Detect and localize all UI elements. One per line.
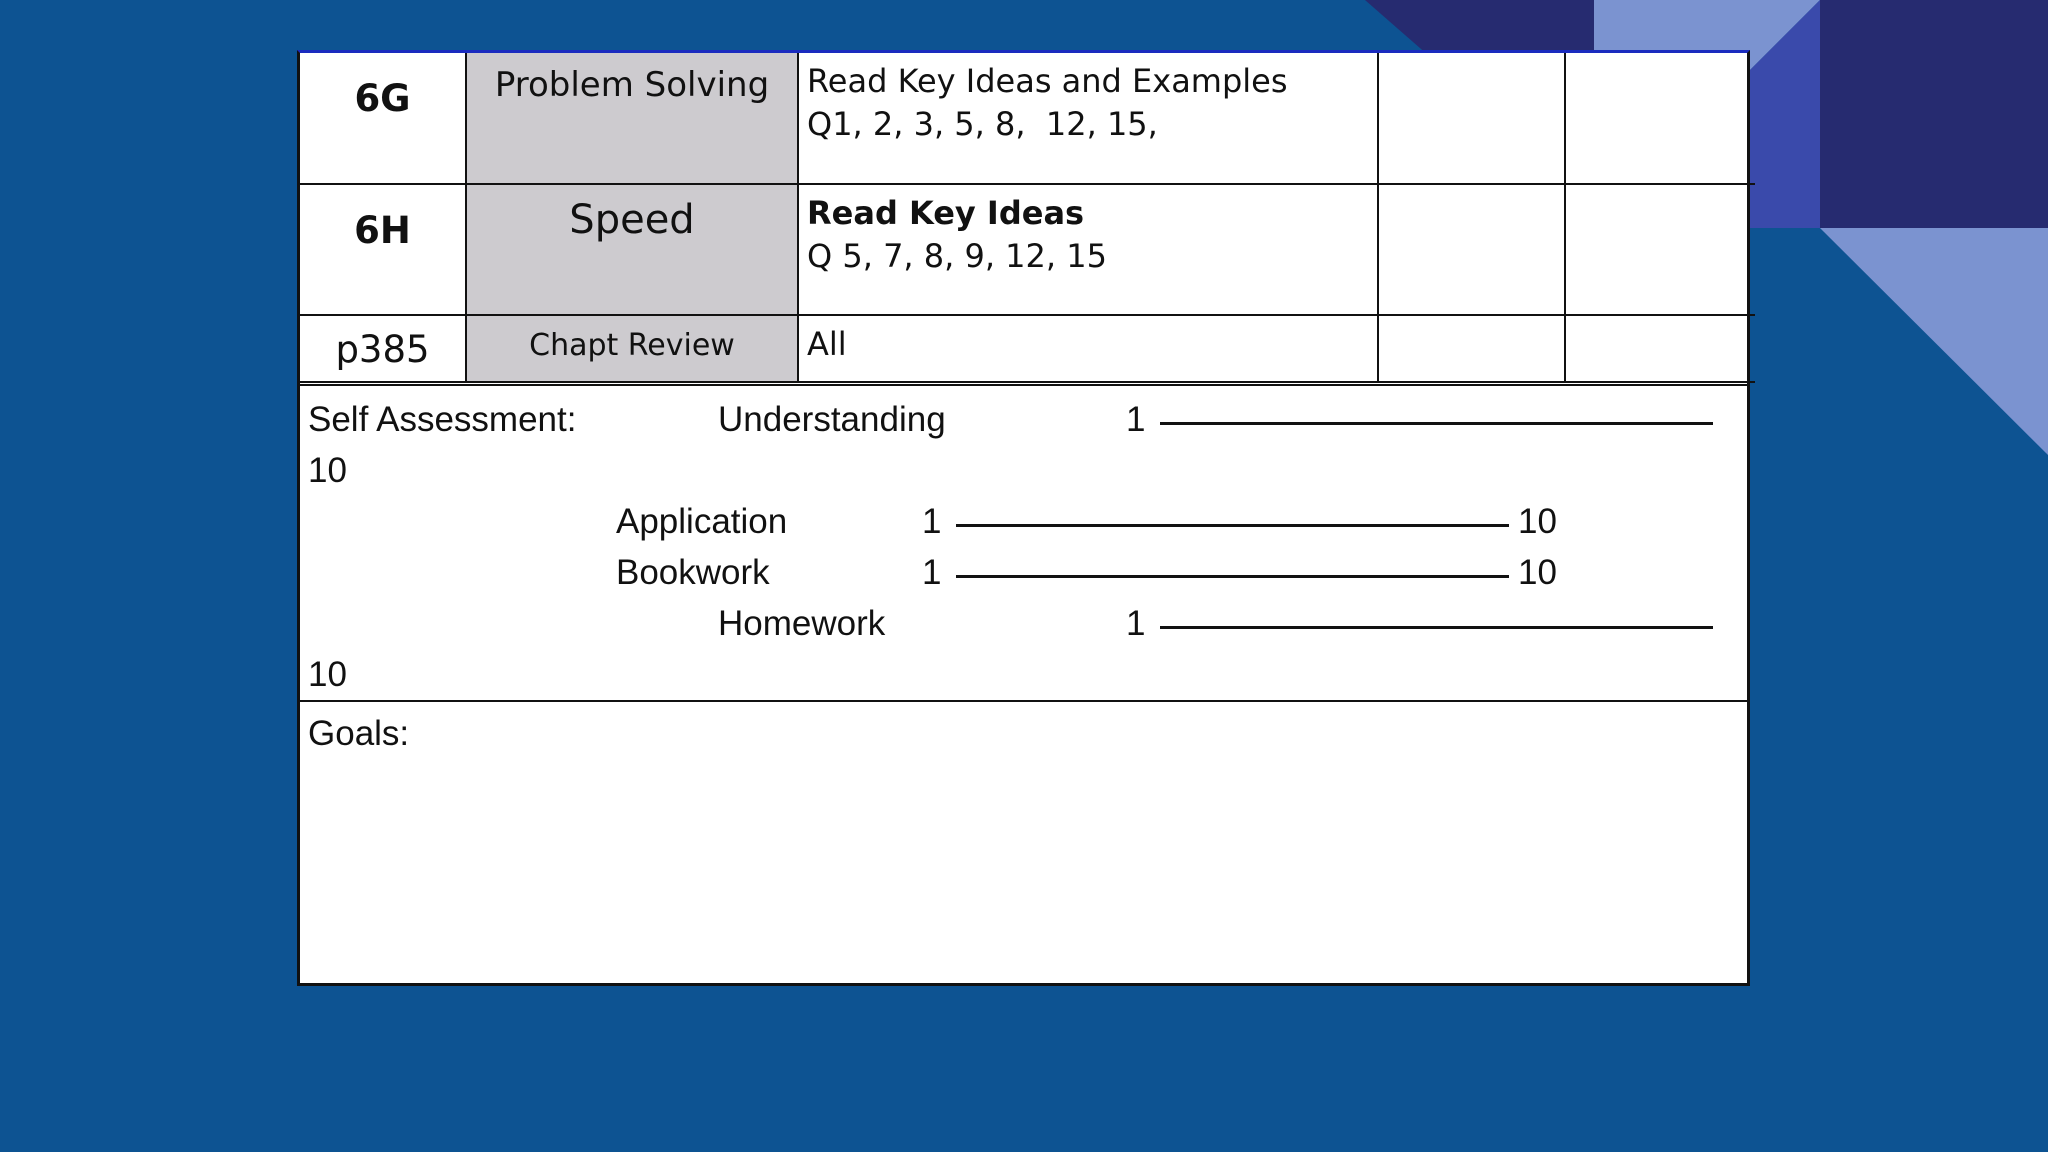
topic-label: Speed	[569, 197, 695, 243]
topic-label: Problem Solving	[494, 65, 770, 105]
task-questions: Q1, 2, 3, 5, 8, 12, 15,	[807, 105, 1158, 143]
application-scale-line	[956, 524, 1509, 527]
exercise-code-cell	[300, 184, 466, 315]
self-assessment-heading: Self Assessment:	[308, 400, 577, 439]
task-table	[300, 53, 1755, 383]
exercise-code: 6G	[354, 77, 411, 120]
homework-max: 10	[308, 655, 347, 694]
goals-heading: Goals:	[308, 714, 410, 753]
application-min: 1	[922, 502, 942, 541]
bookwork-scale-line	[956, 575, 1509, 578]
bookwork-min: 1	[922, 553, 942, 592]
table-row	[300, 184, 1755, 315]
bookwork-label: Bookwork	[616, 553, 770, 592]
understanding-label: Understanding	[718, 400, 946, 439]
application-label: Application	[616, 502, 788, 541]
bookwork-max: 10	[1518, 553, 1557, 592]
task-cell	[798, 315, 1378, 382]
task-questions: Q 5, 7, 8, 9, 12, 15	[807, 237, 1107, 275]
check-cell	[1565, 53, 1755, 184]
check-cell	[1565, 315, 1755, 382]
table-row	[300, 315, 1755, 382]
check-cell	[1378, 53, 1565, 184]
task-cell	[798, 53, 1378, 184]
topic-cell	[466, 315, 798, 382]
self-assessment-section	[300, 384, 1747, 702]
decor-dark-panel	[1820, 0, 2048, 228]
understanding-min: 1	[1126, 400, 1146, 439]
exercise-code-cell	[300, 315, 466, 382]
application-max: 10	[1518, 502, 1557, 541]
decor-light-diagonal	[1820, 228, 2048, 455]
table-row	[300, 53, 1755, 184]
task-instruction: All	[807, 325, 847, 363]
topic-cell	[466, 53, 798, 184]
understanding-scale-line	[1160, 422, 1713, 425]
exercise-code: 6H	[354, 209, 411, 252]
check-cell	[1378, 315, 1565, 382]
homework-min: 1	[1126, 604, 1146, 643]
exercise-code-cell	[300, 53, 466, 184]
topic-cell	[466, 184, 798, 315]
check-cell	[1378, 184, 1565, 315]
task-instruction: Read Key Ideas	[807, 194, 1085, 232]
homework-scale-line	[1160, 626, 1713, 629]
check-cell	[1565, 184, 1755, 315]
task-instruction: Read Key Ideas and Examples	[807, 62, 1288, 100]
understanding-max: 10	[308, 451, 347, 490]
exercise-code: p385	[335, 328, 430, 371]
homework-label: Homework	[718, 604, 886, 643]
task-cell	[798, 184, 1378, 315]
task-sheet-card	[297, 50, 1750, 986]
topic-label: Chapt Review	[529, 328, 735, 363]
